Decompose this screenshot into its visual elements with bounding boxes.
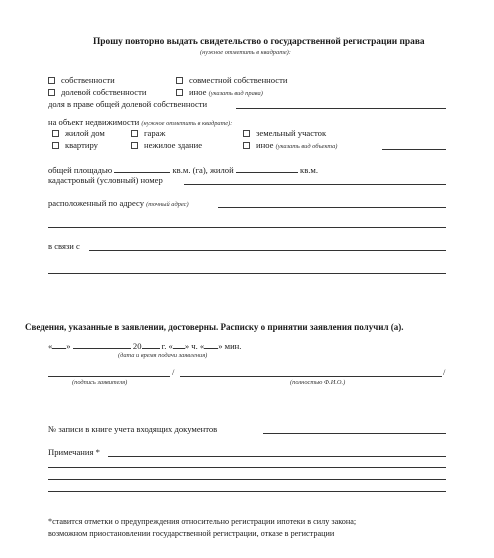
address-label: расположенный по адресу: [48, 198, 144, 208]
cadastral-label: кадастровый (условный) номер: [48, 175, 163, 185]
checkbox[interactable]: [131, 142, 138, 149]
option-label: иное: [256, 140, 274, 150]
option-label: иное: [189, 87, 207, 97]
signature-field[interactable]: [48, 376, 170, 377]
date-hint: (дата и время подачи заявления): [118, 352, 208, 359]
quote-open: «: [48, 341, 53, 351]
checkbox[interactable]: [243, 142, 250, 149]
slash-left: /: [172, 367, 175, 377]
area-unit-label: кв.м. (га), жилой: [172, 165, 234, 175]
option-house[interactable]: [52, 128, 105, 139]
option-land[interactable]: [243, 128, 326, 139]
year-suffix: г. «: [161, 341, 173, 351]
notes-field-4[interactable]: [48, 491, 446, 492]
option-label: земельный участок: [256, 128, 327, 138]
day-field[interactable]: [52, 339, 66, 349]
year-field[interactable]: [142, 339, 160, 349]
option-label: долевой собственности: [61, 87, 147, 97]
checkbox[interactable]: [176, 89, 183, 96]
object-label-text: на объект недвижимости: [48, 117, 140, 127]
option-hint: (указать вид права): [208, 90, 263, 97]
hours-field[interactable]: [173, 339, 185, 349]
other-object-field[interactable]: [382, 149, 446, 150]
minutes-field[interactable]: [204, 339, 218, 349]
address-hint: (точный адрес): [146, 201, 189, 208]
checkbox[interactable]: [48, 89, 55, 96]
option-label: собственности: [61, 75, 115, 85]
confirm-statement: Сведения, указанные в заявлении, достоверны. Расписку о принятии заявления получил (а).: [25, 322, 404, 332]
slash-right: /: [443, 367, 446, 377]
area-total-label: общей площадью: [48, 165, 113, 175]
option-joint[interactable]: [176, 75, 287, 86]
option-label: квартиру: [65, 140, 98, 150]
object-hint: (нужное отметить в квадрате):: [141, 120, 233, 127]
reason-label: в связи с: [48, 241, 80, 251]
year-prefix: 20: [132, 341, 142, 351]
cadastral-field[interactable]: [184, 184, 446, 185]
registry-label: № записи в книге учета входящих документов: [48, 424, 218, 434]
reason-field-2[interactable]: [48, 273, 446, 274]
notes-field-2[interactable]: [48, 467, 446, 468]
signature-hint: (подпись заявителя): [72, 379, 128, 386]
checkbox[interactable]: [176, 77, 183, 84]
fullname-field[interactable]: [180, 376, 442, 377]
page-title: Прошу повторно выдать свидетельство о государственной регистрации права: [93, 37, 425, 47]
area-living-field[interactable]: [236, 163, 298, 173]
notes-field-3[interactable]: [48, 479, 446, 480]
area-total-field[interactable]: [114, 163, 170, 173]
option-hint: (указать вид объекта): [275, 143, 338, 150]
option-other-right[interactable]: [176, 87, 263, 98]
date-row: [48, 339, 241, 352]
registry-field[interactable]: [263, 433, 446, 434]
option-label: гараж: [144, 128, 166, 138]
title-hint: (нужное отметить в квадрате):: [200, 49, 291, 56]
checkbox[interactable]: [52, 142, 59, 149]
notes-field[interactable]: [108, 456, 446, 457]
option-flat[interactable]: [52, 140, 98, 151]
fullname-hint: (полностью Ф.И.О.): [290, 379, 346, 386]
option-own[interactable]: [48, 75, 115, 86]
area-unit2-label: кв.м.: [300, 165, 318, 175]
quote-close: »: [66, 341, 71, 351]
option-label: нежилое здание: [144, 140, 203, 150]
notes-label: Примечания *: [48, 447, 100, 457]
footnote-line2: возможном приостановлении государственной регистрации, отказе в регистрации: [48, 529, 335, 538]
checkbox[interactable]: [48, 77, 55, 84]
option-garage[interactable]: [131, 128, 165, 139]
address-field[interactable]: [218, 207, 446, 208]
checkbox[interactable]: [52, 130, 59, 137]
checkbox[interactable]: [243, 130, 250, 137]
checkbox[interactable]: [131, 130, 138, 137]
minutes-label: » мин.: [218, 341, 242, 351]
footnote-line1: *ставится отметки о предупреждения относительно регистрации ипотеки в силу закона;: [48, 517, 357, 526]
option-label: жилой дом: [65, 128, 105, 138]
address-row: [48, 198, 189, 209]
object-label: [48, 117, 232, 128]
option-other-object[interactable]: [243, 140, 337, 151]
share-label: доля в праве общей долевой собственности: [48, 99, 208, 109]
share-field[interactable]: [236, 108, 446, 109]
option-label: совместной собственности: [189, 75, 288, 85]
option-nonres[interactable]: [131, 140, 202, 151]
reason-field[interactable]: [89, 250, 446, 251]
month-field[interactable]: [73, 339, 131, 349]
hours-label: » ч. «: [184, 341, 205, 351]
address-field-2[interactable]: [48, 227, 446, 228]
option-shared[interactable]: [48, 87, 146, 98]
